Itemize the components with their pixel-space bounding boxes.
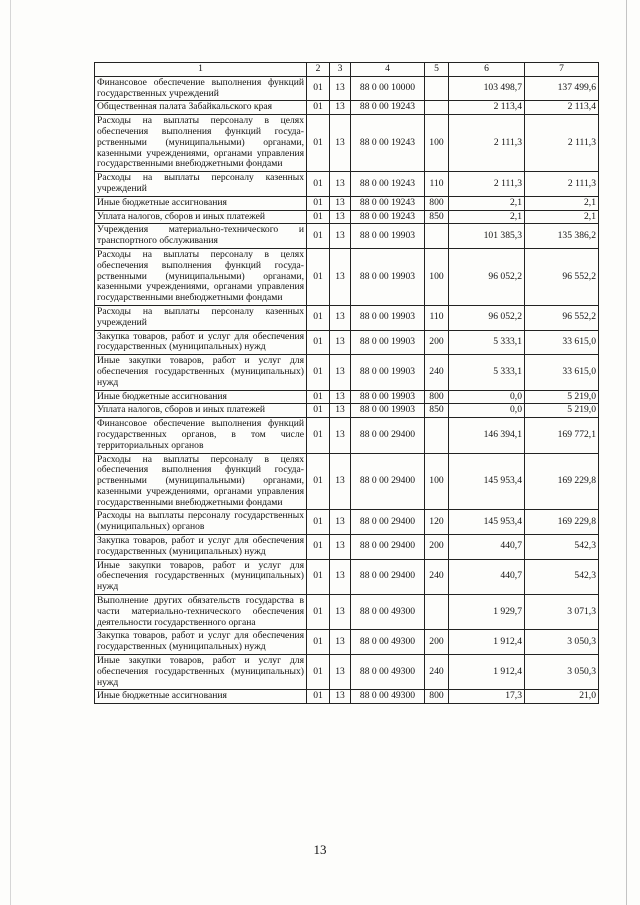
section-code-cell: 01: [307, 76, 330, 101]
table-row: [95, 510, 599, 535]
row-name-cell: Выполнение других обязательств государства в части материально-технического обеспечения деятельности государственного органа: [95, 595, 307, 630]
target-article-cell: 88 0 00 19903: [351, 305, 425, 330]
target-article-cell: 88 0 00 19903: [351, 390, 425, 404]
budget-table: [94, 62, 599, 704]
section-code-cell: 01: [307, 355, 330, 390]
table-row: [95, 453, 599, 510]
amount-col7-cell: 2 111,3: [525, 115, 599, 172]
section-code-cell: 01: [307, 595, 330, 630]
expense-type-cell: [425, 101, 449, 115]
target-article-cell: 88 0 00 49300: [351, 595, 425, 630]
table-row: [95, 355, 599, 390]
target-article-cell: 88 0 00 10000: [351, 76, 425, 101]
target-article-cell: 88 0 00 29400: [351, 559, 425, 594]
row-name-cell: Финансовое обеспечение выполнения функций государственных органов, в том числе территориальных органов: [95, 418, 307, 453]
amount-col7-cell: 33 615,0: [525, 330, 599, 355]
amount-col7-cell: 2,1: [525, 210, 599, 224]
expense-type-cell: 100: [425, 248, 449, 305]
column-header-5: 5: [425, 63, 449, 77]
subsection-code-cell: 13: [330, 115, 351, 172]
section-code-cell: 01: [307, 248, 330, 305]
amount-col7-cell: 21,0: [525, 690, 599, 704]
table-header-row: [95, 63, 599, 77]
expense-type-cell: 800: [425, 196, 449, 210]
expense-type-cell: 200: [425, 330, 449, 355]
amount-col7-cell: 3 050,3: [525, 630, 599, 655]
amount-col6-cell: 1 929,7: [449, 595, 525, 630]
amount-col6-cell: 1 912,4: [449, 630, 525, 655]
section-code-cell: 01: [307, 404, 330, 418]
subsection-code-cell: 13: [330, 101, 351, 115]
section-code-cell: 01: [307, 172, 330, 197]
column-header-3: 3: [330, 63, 351, 77]
target-article-cell: 88 0 00 19903: [351, 404, 425, 418]
subsection-code-cell: 13: [330, 305, 351, 330]
subsection-code-cell: 13: [330, 248, 351, 305]
subsection-code-cell: 13: [330, 330, 351, 355]
column-header-2: 2: [307, 63, 330, 77]
table-body: [95, 76, 599, 703]
subsection-code-cell: 13: [330, 595, 351, 630]
table-row: [95, 390, 599, 404]
amount-col7-cell: 2 111,3: [525, 172, 599, 197]
expense-type-cell: 800: [425, 690, 449, 704]
column-header-7: 7: [525, 63, 599, 77]
table-row: [95, 418, 599, 453]
table-row: [95, 630, 599, 655]
target-article-cell: 88 0 00 29400: [351, 453, 425, 510]
table-row: [95, 210, 599, 224]
row-name-cell: Иные бюджетные ассигнования: [95, 690, 307, 704]
subsection-code-cell: 13: [330, 535, 351, 560]
section-code-cell: 01: [307, 101, 330, 115]
section-code-cell: 01: [307, 224, 330, 249]
row-name-cell: Иные бюджетные ассигнования: [95, 196, 307, 210]
section-code-cell: 01: [307, 535, 330, 560]
table-row: [95, 248, 599, 305]
expense-type-cell: [425, 418, 449, 453]
subsection-code-cell: 13: [330, 559, 351, 594]
expense-type-cell: 100: [425, 115, 449, 172]
amount-col6-cell: 146 394,1: [449, 418, 525, 453]
row-name-cell: Учреждения материально-технического и транспортного обслуживания: [95, 224, 307, 249]
expense-type-cell: 850: [425, 210, 449, 224]
section-code-cell: 01: [307, 453, 330, 510]
section-code-cell: 01: [307, 510, 330, 535]
amount-col7-cell: 3 050,3: [525, 655, 599, 690]
amount-col7-cell: 3 071,3: [525, 595, 599, 630]
table-row: [95, 690, 599, 704]
expense-type-cell: [425, 76, 449, 101]
section-code-cell: 01: [307, 305, 330, 330]
amount-col7-cell: 2,1: [525, 196, 599, 210]
expense-type-cell: 240: [425, 355, 449, 390]
target-article-cell: 88 0 00 19243: [351, 101, 425, 115]
expense-type-cell: 850: [425, 404, 449, 418]
table-row: [95, 101, 599, 115]
amount-col7-cell: 5 219,0: [525, 390, 599, 404]
row-name-cell: Закупка товаров, работ и услуг для обеспечения государственных (муниципальных) нужд: [95, 630, 307, 655]
amount-col7-cell: 33 615,0: [525, 355, 599, 390]
page-edge-left: [10, 0, 11, 905]
subsection-code-cell: 13: [330, 172, 351, 197]
amount-col6-cell: 0,0: [449, 390, 525, 404]
amount-col6-cell: 5 333,1: [449, 355, 525, 390]
subsection-code-cell: 13: [330, 453, 351, 510]
amount-col6-cell: 2 111,3: [449, 115, 525, 172]
section-code-cell: 01: [307, 690, 330, 704]
row-name-cell: Иные закупки товаров, работ и услуг для обеспечения государственных (муниципальных) нужд: [95, 355, 307, 390]
amount-col7-cell: 135 386,2: [525, 224, 599, 249]
amount-col7-cell: 137 499,6: [525, 76, 599, 101]
amount-col7-cell: 169 229,8: [525, 453, 599, 510]
table-row: [95, 535, 599, 560]
subsection-code-cell: 13: [330, 510, 351, 535]
table-row: [95, 172, 599, 197]
row-name-cell: Иные бюджетные ассигнования: [95, 390, 307, 404]
subsection-code-cell: 13: [330, 690, 351, 704]
amount-col6-cell: 145 953,4: [449, 510, 525, 535]
table-row: [95, 76, 599, 101]
amount-col6-cell: 2 113,4: [449, 101, 525, 115]
table-row: [95, 224, 599, 249]
section-code-cell: 01: [307, 196, 330, 210]
expense-type-cell: 200: [425, 630, 449, 655]
row-name-cell: Закупка товаров, работ и услуг для обеспечения государственных (муниципальных) нужд: [95, 535, 307, 560]
subsection-code-cell: 13: [330, 390, 351, 404]
amount-col6-cell: 96 052,2: [449, 248, 525, 305]
row-name-cell: Расходы на выплаты персоналу в целях обеспечения выполнения функций государственными (муниципальными) органами, казенными учреждениями, органами управления государственными внебюджетными фондами: [95, 453, 307, 510]
target-article-cell: 88 0 00 49300: [351, 630, 425, 655]
row-name-cell: Расходы на выплаты персоналу в целях обеспечения выполнения функций государственными (муниципальными) органами, казенными учреждениями, органами управления государственными внебюджетными фондами: [95, 248, 307, 305]
subsection-code-cell: 13: [330, 655, 351, 690]
amount-col6-cell: 96 052,2: [449, 305, 525, 330]
amount-col6-cell: 145 953,4: [449, 453, 525, 510]
amount-col7-cell: 169 772,1: [525, 418, 599, 453]
subsection-code-cell: 13: [330, 418, 351, 453]
subsection-code-cell: 13: [330, 210, 351, 224]
row-name-cell: Общественная палата Забайкальского края: [95, 101, 307, 115]
expense-type-cell: 800: [425, 390, 449, 404]
expense-type-cell: [425, 224, 449, 249]
column-header-6: 6: [449, 63, 525, 77]
section-code-cell: 01: [307, 418, 330, 453]
table-row: [95, 305, 599, 330]
row-name-cell: Уплата налогов, сборов и иных платежей: [95, 404, 307, 418]
target-article-cell: 88 0 00 19903: [351, 355, 425, 390]
subsection-code-cell: 13: [330, 404, 351, 418]
amount-col6-cell: 2 111,3: [449, 172, 525, 197]
row-name-cell: Иные закупки товаров, работ и услуг для обеспечения государственных (муниципальных) нужд: [95, 559, 307, 594]
expense-type-cell: 110: [425, 172, 449, 197]
expense-type-cell: 200: [425, 535, 449, 560]
amount-col6-cell: 5 333,1: [449, 330, 525, 355]
table-row: [95, 196, 599, 210]
amount-col6-cell: 103 498,7: [449, 76, 525, 101]
section-code-cell: 01: [307, 630, 330, 655]
amount-col6-cell: 0,0: [449, 404, 525, 418]
row-name-cell: Расходы на выплаты персоналу казенных учреждений: [95, 172, 307, 197]
amount-col6-cell: 440,7: [449, 535, 525, 560]
expense-type-cell: [425, 595, 449, 630]
table-row: [95, 330, 599, 355]
target-article-cell: 88 0 00 19903: [351, 330, 425, 355]
amount-col7-cell: 5 219,0: [525, 404, 599, 418]
row-name-cell: Расходы на выплаты персоналу казенных учреждений: [95, 305, 307, 330]
amount-col6-cell: 1 912,4: [449, 655, 525, 690]
amount-col6-cell: 2,1: [449, 210, 525, 224]
section-code-cell: 01: [307, 655, 330, 690]
amount-col7-cell: 96 552,2: [525, 305, 599, 330]
target-article-cell: 88 0 00 19903: [351, 224, 425, 249]
section-code-cell: 01: [307, 559, 330, 594]
target-article-cell: 88 0 00 49300: [351, 690, 425, 704]
row-name-cell: Уплата налогов, сборов и иных платежей: [95, 210, 307, 224]
subsection-code-cell: 13: [330, 224, 351, 249]
amount-col7-cell: 169 229,8: [525, 510, 599, 535]
table-row: [95, 404, 599, 418]
subsection-code-cell: 13: [330, 630, 351, 655]
row-name-cell: Расходы на выплаты персоналу в целях обеспечения выполнения функций государственными (муниципальными) органами, казенными учреждениями, органами управления государственными внебюджетными фондами: [95, 115, 307, 172]
target-article-cell: 88 0 00 19243: [351, 210, 425, 224]
amount-col6-cell: 2,1: [449, 196, 525, 210]
expense-type-cell: 110: [425, 305, 449, 330]
target-article-cell: 88 0 00 19903: [351, 248, 425, 305]
target-article-cell: 88 0 00 29400: [351, 535, 425, 560]
section-code-cell: 01: [307, 390, 330, 404]
amount-col6-cell: 440,7: [449, 559, 525, 594]
section-code-cell: 01: [307, 210, 330, 224]
page-edge-right: [626, 0, 627, 905]
subsection-code-cell: 13: [330, 196, 351, 210]
section-code-cell: 01: [307, 330, 330, 355]
amount-col7-cell: 542,3: [525, 559, 599, 594]
amount-col7-cell: 2 113,4: [525, 101, 599, 115]
target-article-cell: 88 0 00 49300: [351, 655, 425, 690]
column-header-1: 1: [95, 63, 307, 77]
row-name-cell: Финансовое обеспечение выполнения функций государственных учреждений: [95, 76, 307, 101]
amount-col7-cell: 542,3: [525, 535, 599, 560]
column-header-4: 4: [351, 63, 425, 77]
table-row: [95, 115, 599, 172]
subsection-code-cell: 13: [330, 355, 351, 390]
row-name-cell: Расходы на выплаты персоналу государственных (муниципальных) органов: [95, 510, 307, 535]
target-article-cell: 88 0 00 19243: [351, 196, 425, 210]
section-code-cell: 01: [307, 115, 330, 172]
target-article-cell: 88 0 00 29400: [351, 510, 425, 535]
expense-type-cell: 100: [425, 453, 449, 510]
target-article-cell: 88 0 00 19243: [351, 115, 425, 172]
table-row: [95, 559, 599, 594]
page-number: 13: [313, 842, 327, 857]
target-article-cell: 88 0 00 19243: [351, 172, 425, 197]
amount-col7-cell: 96 552,2: [525, 248, 599, 305]
row-name-cell: Закупка товаров, работ и услуг для обеспечения государственных (муниципальных) нужд: [95, 330, 307, 355]
table-row: [95, 595, 599, 630]
row-name-cell: Иные закупки товаров, работ и услуг для обеспечения государственных (муниципальных) нужд: [95, 655, 307, 690]
expense-type-cell: 120: [425, 510, 449, 535]
amount-col6-cell: 101 385,3: [449, 224, 525, 249]
expense-type-cell: 240: [425, 559, 449, 594]
amount-col6-cell: 17,3: [449, 690, 525, 704]
subsection-code-cell: 13: [330, 76, 351, 101]
table-row: [95, 655, 599, 690]
expense-type-cell: 240: [425, 655, 449, 690]
target-article-cell: 88 0 00 29400: [351, 418, 425, 453]
